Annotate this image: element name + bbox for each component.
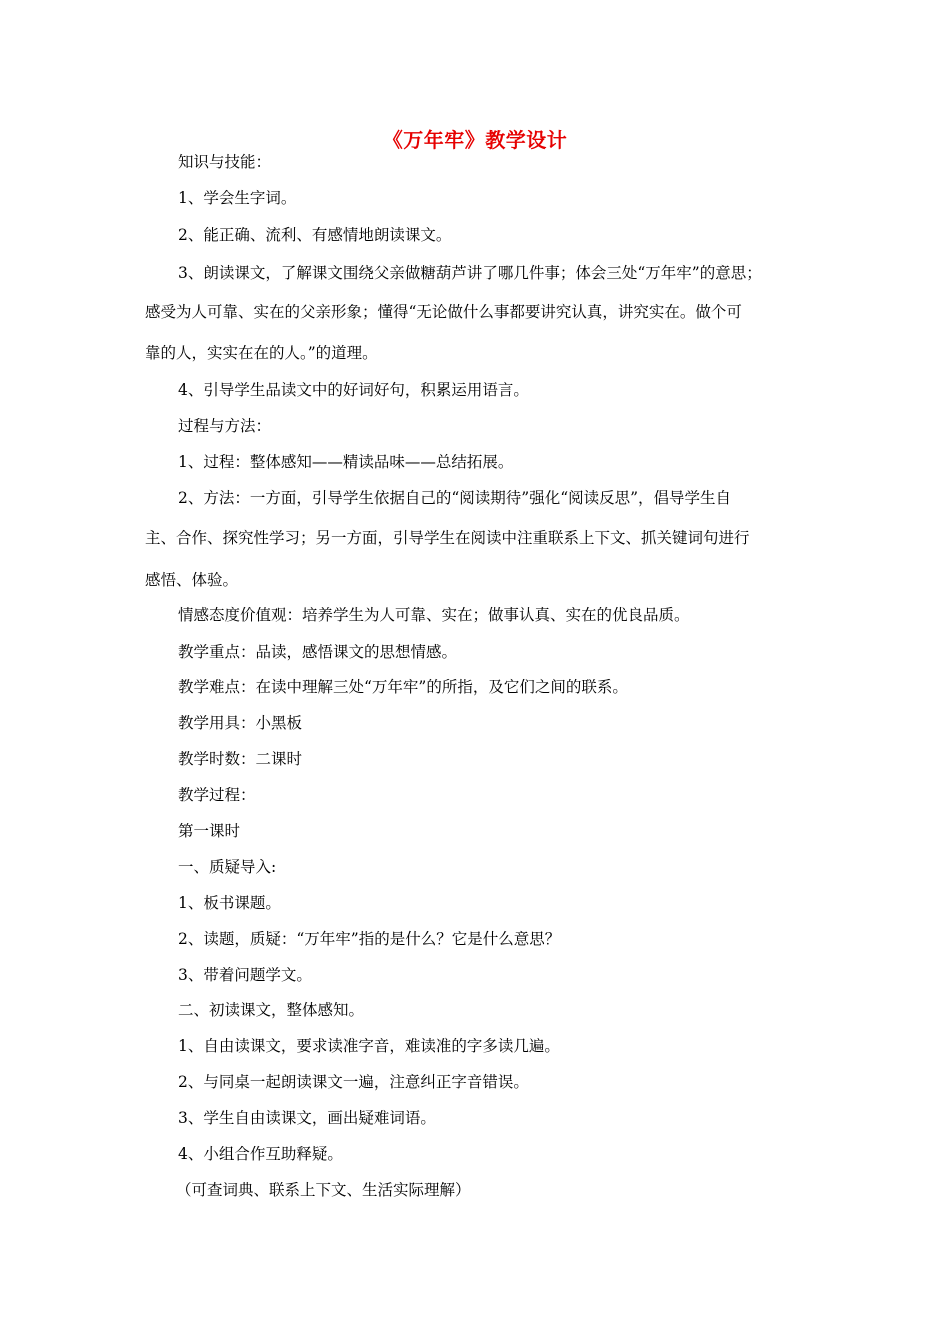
paragraph-line: 2、与同桌一起朗读课文一遍，注意纠正字音错误。	[178, 1073, 529, 1091]
paragraph-line: 感受为人可靠、实在的父亲形象；懂得“无论做什么事都要讲究认真，讲究实在。做个可	[145, 303, 742, 321]
paragraph-line: 2、能正确、流利、有感情地朗读课文。	[178, 226, 452, 244]
document-title: 《万年牢》教学设计	[382, 128, 568, 152]
paragraph-note: （可查词典、联系上下文、生活实际理解）	[176, 1181, 471, 1199]
teaching-process-heading: 教学过程：	[178, 786, 256, 804]
teaching-tools: 教学用具：小黑板	[178, 714, 303, 732]
teaching-hours: 教学时数：二课时	[178, 750, 303, 768]
lesson-heading: 第一课时	[178, 822, 241, 840]
section-heading-emotion: 情感态度价值观：培养学生为人可靠、实在；做事认真、实在的优良品质。	[178, 606, 690, 624]
paragraph-line: 3、朗读课文，了解课文围绕父亲做糖葫芦讲了哪几件事；体会三处“万年牢”的意思；	[178, 264, 762, 282]
section-heading-process: 过程与方法：	[178, 417, 272, 435]
section-heading-knowledge: 知识与技能：	[178, 153, 272, 171]
paragraph-line: 1、板书课题。	[178, 894, 281, 912]
paragraph-line: 3、带着问题学文。	[178, 966, 312, 984]
paragraph-line: 感悟、体验。	[145, 571, 239, 589]
step-heading: 二、初读课文，整体感知。	[178, 1001, 365, 1019]
step-heading: 一、质疑导入:	[178, 858, 277, 876]
teaching-difficulty: 教学难点：在读中理解三处“万年牢”的所指，及它们之间的联系。	[178, 678, 628, 696]
paragraph-line: 1、自由读课文，要求读准字音，难读准的字多读几遍。	[178, 1037, 560, 1055]
paragraph-line: 主、合作、探究性学习；另一方面，引导学生在阅读中注重联系上下文、抓关键词句进行	[145, 529, 750, 547]
paragraph-line: 4、引导学生品读文中的好词好句，积累运用语言。	[178, 381, 529, 399]
teaching-focus: 教学重点：品读，感悟课文的思想情感。	[178, 643, 458, 661]
paragraph-line: 2、读题，质疑：“万年牢”指的是什么？它是什么意思？	[178, 930, 561, 948]
paragraph-line: 1、学会生字词。	[178, 189, 297, 207]
paragraph-line: 靠的人，实实在在的人。”的道理。	[145, 344, 378, 362]
paragraph-line: 3、学生自由读课文，画出疑难词语。	[178, 1109, 436, 1127]
paragraph-line: 2、方法：一方面，引导学生依据自己的“阅读期待”强化“阅读反思”，倡导学生自	[178, 489, 732, 507]
paragraph-line: 4、小组合作互助释疑。	[178, 1145, 343, 1163]
paragraph-line: 1、过程：整体感知——精读品味——总结拓展。	[178, 453, 514, 471]
